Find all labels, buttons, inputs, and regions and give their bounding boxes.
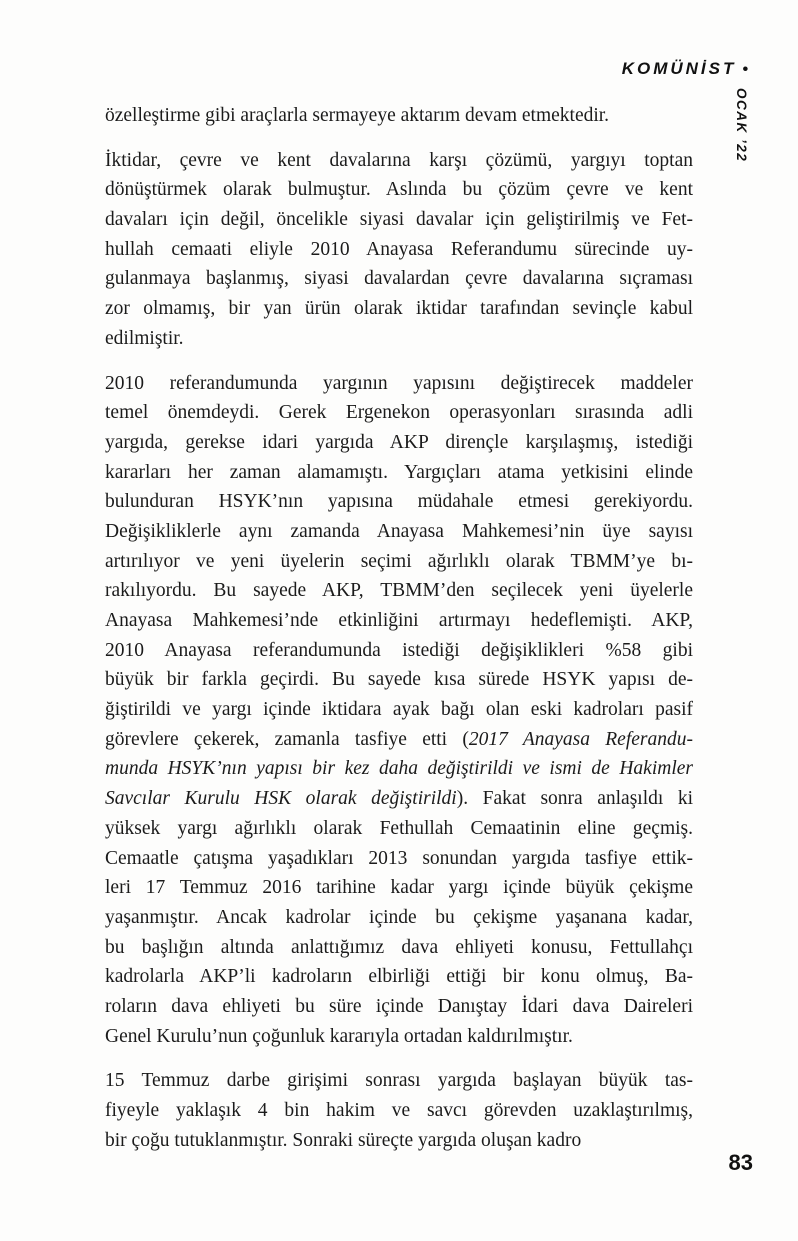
text-line: [105, 933, 693, 963]
text-line: [105, 264, 693, 294]
text-segment: Cemaatle çatışma yaşadıkları 2013 sonundan yargıda tasfiye ettik-: [105, 847, 693, 869]
text-segment: yargıda, gerekse idari yargıda AKP dirençle karşılaşmış, istediği: [105, 431, 693, 453]
text-line: [105, 1096, 693, 1126]
text-segment: kararları her zaman alamamıştı. Yargıçları atama yetkisini elinde: [105, 461, 693, 483]
text-segment: 2010 Anayasa referandumunda istediği değişiklikleri %58 gibi: [105, 639, 693, 661]
text-line: [105, 324, 693, 354]
text-line: [105, 576, 693, 606]
running-header: [622, 59, 748, 79]
text-line: [105, 665, 693, 695]
text-segment: davaları için değil, öncelikle siyasi davalar için geliştirilmiş ve Fet-: [105, 209, 693, 231]
text-line: [105, 487, 693, 517]
text-line: [105, 398, 693, 428]
text-segment: artırılıyor ve yeni üyelerin seçimi ağırlıklı olarak TBMM’ye bı-: [105, 550, 693, 572]
text-line: [105, 992, 693, 1022]
paragraph: [105, 369, 693, 1052]
text-segment: ğiştirildi ve yargı içinde iktidara ayak bağı olan eski kadroları pasif: [105, 699, 693, 721]
header-bullet-icon: •: [742, 61, 748, 78]
text-segment: özelleştirme gibi araçlarla sermayeye aktarım devam etmektedir.: [105, 105, 610, 126]
text-line: [105, 369, 693, 399]
text-line: [105, 175, 693, 205]
text-segment: zor olmamış, bir yan ürün olarak iktidar tarafından sevinçle kabul: [105, 298, 693, 320]
text-line: [105, 814, 693, 844]
text-line: [105, 1022, 693, 1052]
text-line: [105, 235, 693, 265]
text-line: [105, 784, 693, 814]
text-segment: yaşanmıştır. Ancak kadrolar içinde bu çekişme yaşanana kadar,: [105, 906, 693, 928]
paragraph: [105, 146, 693, 354]
text-segment: Anayasa Mahkemesi’nde etkinliğini artırmayı hedeflemişti. AKP,: [105, 610, 693, 631]
italic-text-segment: munda HSYK’nın yapısı bir kez daha değiştirildi ve ismi de Hakimler: [105, 758, 693, 780]
page-number: 83: [728, 1150, 753, 1175]
text-line: [105, 1126, 693, 1156]
text-line: [105, 873, 693, 903]
text-line: [105, 903, 693, 933]
paragraph: [105, 101, 693, 131]
text-line: [105, 428, 693, 458]
text-segment: Genel Kurulu’nun çoğunluk kararıyla ortadan kaldırılmıştır.: [105, 1025, 573, 1047]
text-segment: hullah cemaati eliyle 2010 Anayasa Referandumu sürecinde uy-: [105, 238, 693, 260]
text-segment: temel önemdeydi. Gerek Ergenekon operasyonları sırasında adli: [105, 402, 693, 424]
text-segment: rakılıyordu. Bu sayede AKP, TBMM’den seçilecek yeni üyelerle: [105, 580, 693, 602]
text-line: [105, 146, 693, 176]
text-line: [105, 294, 693, 324]
text-line: [105, 695, 693, 725]
text-line: [105, 517, 693, 547]
italic-text-segment: 2017 Anayasa Referandu-: [468, 728, 693, 750]
text-segment: 15 Temmuz darbe girişimi sonrası yargıda başlayan büyük tas-: [105, 1070, 693, 1092]
text-line: [105, 547, 693, 577]
text-line: [105, 458, 693, 488]
text-line: [105, 725, 693, 755]
text-segment: dönüştürmek olarak bulmuştur. Aslında bu çözüm çevre ve kent: [105, 179, 693, 201]
text-segment: roların dava ehliyeti bu süre içinde Danıştay İdari dava Daireleri: [105, 995, 693, 1017]
italic-text-segment: Savcılar Kurulu HSK olarak değiştirildi: [105, 788, 457, 810]
issue-label: OCAK ’22: [734, 88, 749, 163]
text-segment: 2010 referandumunda yargının yapısını değiştirecek maddeler: [105, 372, 693, 394]
text-line: [105, 606, 693, 636]
text-segment: gulanmaya başlanmış, siyasi davalardan çevre davalarına sıçraması: [105, 268, 693, 290]
text-line: [105, 1066, 693, 1096]
text-segment: bir çoğu tutuklanmıştır. Sonraki süreçte yargıda oluşan kadro: [105, 1129, 582, 1151]
text-line: [105, 844, 693, 874]
text-segment: leri 17 Temmuz 2016 tarihine kadar yargı içinde büyük çekişme: [105, 877, 693, 899]
text-segment: büyük bir farkla geçirdi. Bu sayede kısa sürede HSYK yapısı de-: [105, 669, 693, 691]
text-segment: kadrolarla AKP’li kadroların elbirliği ettiği bir konu olmuş, Ba-: [105, 966, 693, 988]
text-segment: ). Fakat sonra anlaşıldı ki: [456, 788, 693, 810]
text-segment: yüksek yargı ağırlıklı olarak Fethullah Cemaatinin eline geçmiş.: [105, 817, 693, 839]
text-segment: bu başlığın altında anlattığımız dava ehliyeti konusu, Fettullahçı: [105, 936, 693, 958]
body-text: [105, 101, 693, 1170]
text-line: [105, 636, 693, 666]
text-segment: görevlere çekerek, zamanla tasfiye etti (: [105, 728, 469, 750]
text-segment: edilmiştir.: [105, 327, 184, 349]
text-line: [105, 962, 693, 992]
text-segment: bulunduran HSYK’nın yapısına müdahale etmesi gerekiyordu.: [105, 491, 693, 513]
text-segment: İktidar, çevre ve kent davalarına karşı çözümü, yargıyı toptan: [105, 149, 693, 171]
text-line: [105, 101, 693, 131]
paragraph: [105, 1066, 693, 1155]
text-line: [105, 754, 693, 784]
journal-title: KOMÜNİST: [621, 59, 737, 78]
text-line: [105, 205, 693, 235]
text-segment: Değişikliklerle aynı zamanda Anayasa Mahkemesi’nin üye sayısı: [105, 520, 693, 542]
text-segment: fiyeyle yaklaşık 4 bin hakim ve savcı görevden uzaklaştırılmış,: [105, 1100, 693, 1121]
